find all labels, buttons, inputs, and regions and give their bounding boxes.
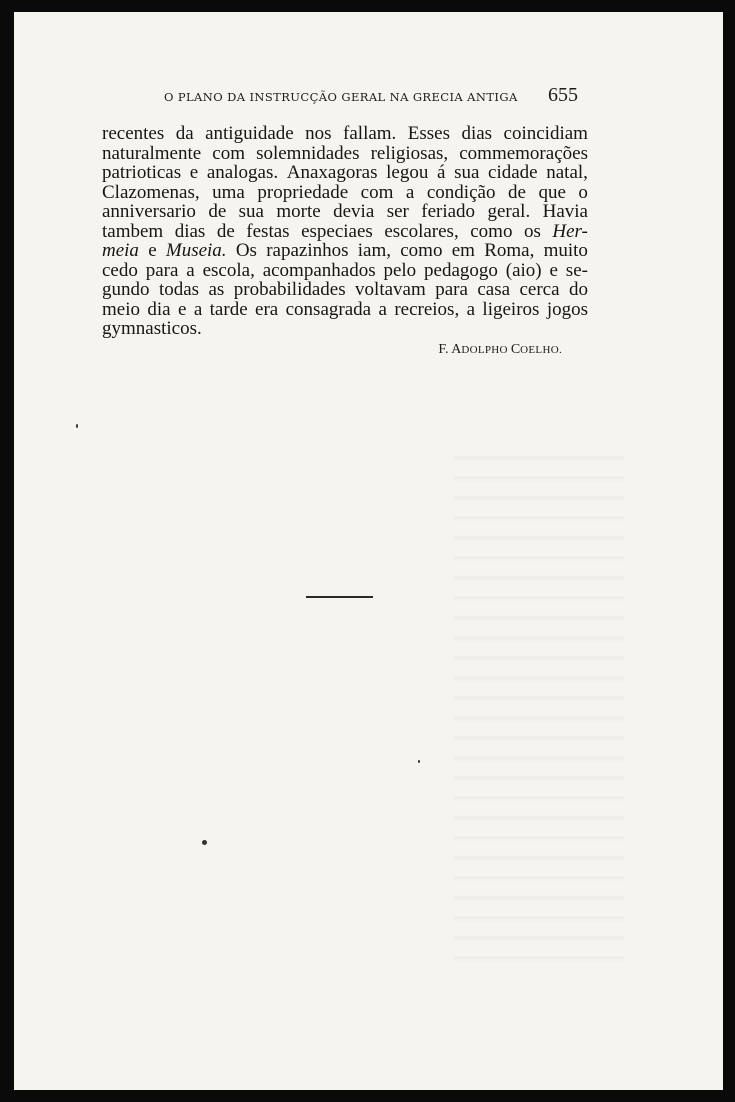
ink-speck [202,840,207,845]
text-line: gundo todas as probabilidades voltavam para casa cerca do [102,279,588,300]
author-signature [422,342,562,358]
text-line: gymnasticos. [102,318,202,339]
text-line: meio dia e a tarde era consagrada a recreios, a ligeiros jogos [102,298,588,320]
bleed-through-texture [454,442,624,962]
text-line: cedo para a escola, acompanhados pelo pedagogo (aio) e se- [102,259,588,281]
author-last-name-cap: C [510,342,521,357]
section-divider [306,596,373,598]
text-line: tambem dias de festas especiaes escolares, como os Her- [102,220,588,242]
author-last-name-rest: OELHO. [520,344,562,356]
author-first-name-rest: DOLPHO [461,344,511,356]
text-line: Clazomenas, uma propriedade com a condição de que o [102,181,588,203]
text-line: patrioticas e analogas. Anaxagoras legou á sua cidade natal, [102,162,588,183]
article-body [102,124,588,339]
text-line: anniversario de sua morte devia ser feriado geral. Havia [102,201,588,222]
author-initial: F. [438,342,452,357]
text-line: meia e Museia. Os rapazinhos iam, como em Roma, muito [102,240,588,261]
ink-speck [76,424,78,428]
ink-speck [418,760,420,763]
page-number: 655 [548,84,578,106]
text-line: recentes da antiguidade nos fallam. Esses dias coincidiam [102,123,588,144]
book-page [14,12,723,1090]
running-header: O PLANO DA INSTRUCÇÃO GERAL NA GRECIA ANTIGA [164,90,518,104]
text-line: naturalmente com solemnidades religiosas, commemorações [102,142,588,164]
author-first-name-cap: A [451,342,462,357]
